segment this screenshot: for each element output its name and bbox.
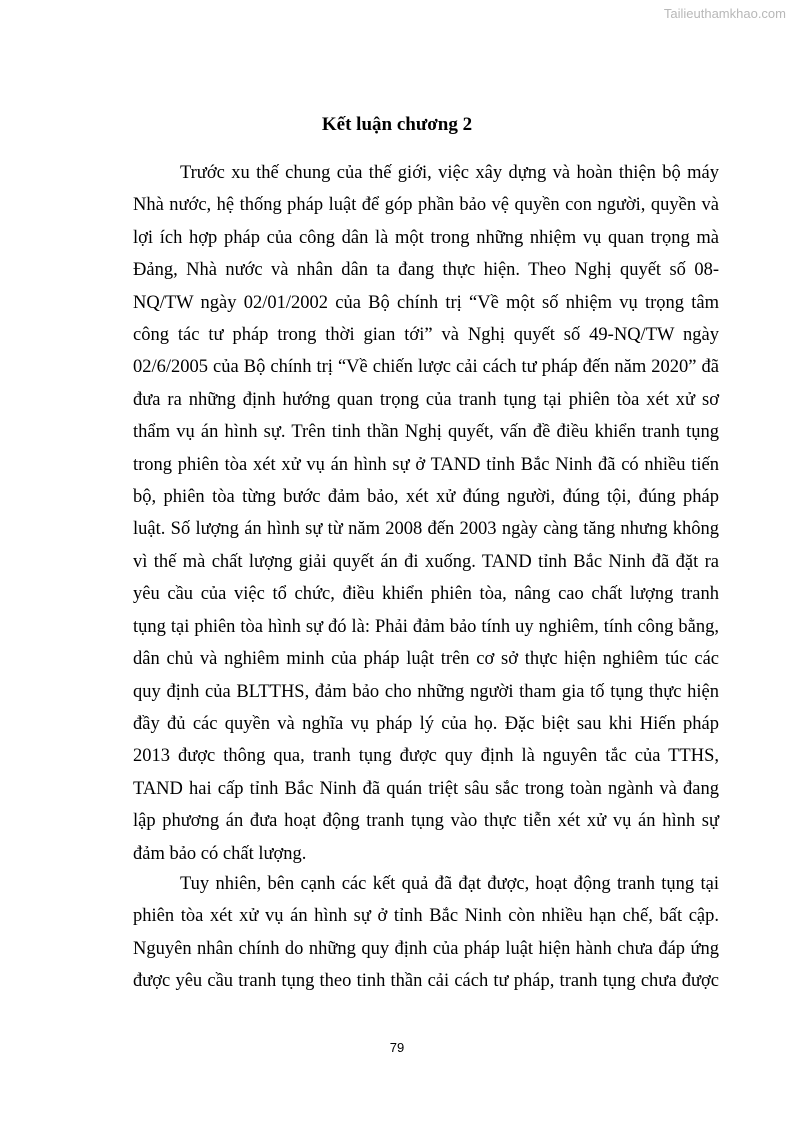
paragraph-line: quy định của BLTTHS, đảm bảo cho những người tham gia tố tụng thực hiện xyxy=(133,681,719,702)
paragraph-line: Trước xu thế chung của thế giới, việc xây dựng và hoàn thiện bộ máy xyxy=(180,163,719,183)
paragraph-line: luật. Số lượng án hình sự từ năm 2008 đến 2003 ngày càng tăng nhưng không xyxy=(133,519,719,540)
paragraph-line: đầy đủ các quyền và nghĩa vụ pháp lý của họ. Đặc biệt sau khi Hiến pháp xyxy=(133,713,719,734)
paragraph-line: 2013 được thông qua, tranh tụng được quy định là nguyên tắc của TTHS, xyxy=(133,746,719,767)
paragraph-line: bộ, phiên tòa từng bước đảm bảo, xét xử đúng người, đúng tội, đúng pháp xyxy=(133,487,719,508)
paragraph-line: thẩm vụ án hình sự. Trên tinh thần Nghị quyết, vấn đề điều khiển tranh tụng xyxy=(133,422,719,443)
page-number: 79 xyxy=(389,1040,405,1055)
paragraph-line: lập phương án đưa hoạt động tranh tụng vào thực tiễn xét xử vụ án hình sự xyxy=(133,811,719,832)
paragraph-line: Nhà nước, hệ thống pháp luật để góp phần bảo vệ quyền con người, quyền và xyxy=(133,195,719,216)
paragraph-line: Tuy nhiên, bên cạnh các kết quả đã đạt được, hoạt động tranh tụng tại xyxy=(180,874,719,894)
paragraph-line: được yêu cầu tranh tụng theo tinh thần cải cách tư pháp, tranh tụng chưa được xyxy=(133,971,719,992)
paragraph-line: Nguyên nhân chính do những quy định của pháp luật hiện hành chưa đáp ứng xyxy=(133,938,719,959)
paragraph-line: trong phiên tòa xét xử vụ án hình sự ở TAND tỉnh Bắc Ninh đã có nhiều tiến xyxy=(133,454,719,475)
watermark-text: Tailieuthamkhao.com xyxy=(663,6,786,21)
paragraph-line: đưa ra những định hướng quan trọng của tranh tụng tại phiên tòa xét xử sơ xyxy=(133,389,719,410)
paragraph-line: phiên tòa xét xử vụ án hình sự ở tỉnh Bắc Ninh còn nhiều hạn chế, bất cập. xyxy=(133,906,719,927)
paragraph-line: yêu cầu của việc tổ chức, điều khiển phiên tòa, nâng cao chất lượng tranh xyxy=(133,584,719,605)
paragraph-line: đảm bảo có chất lượng. xyxy=(133,843,307,864)
paragraph-line: lợi ích hợp pháp của công dân là một trong những nhiệm vụ quan trọng mà xyxy=(133,227,719,248)
paragraph-line: dân chủ và nghiêm minh của pháp luật trên cơ sở thực hiện nghiêm túc các xyxy=(133,649,719,670)
chapter-conclusion-title: Kết luận chương 2 xyxy=(321,114,473,135)
paragraph-line: 02/6/2005 của Bộ chính trị “Về chiến lược cải cách tư pháp đến năm 2020” đã xyxy=(133,357,719,378)
paragraph-line: NQ/TW ngày 02/01/2002 của Bộ chính trị “Về một số nhiệm vụ trọng tâm xyxy=(133,292,719,313)
paragraph-2 xyxy=(133,868,719,998)
paragraph-line: tụng tại phiên tòa hình sự đó là: Phải đảm bảo tính uy nghiêm, tính công bằng, xyxy=(133,616,719,637)
paragraph-line: Đảng, Nhà nước và nhân dân ta đang thực hiện. Theo Nghị quyết số 08- xyxy=(133,260,719,281)
paragraph-line: công tác tư pháp trong thời gian tới” và Nghị quyết số 49-NQ/TW ngày xyxy=(133,325,719,346)
paragraph-line: vì thế mà chất lượng giải quyết án đi xuống. TAND tỉnh Bắc Ninh đã đặt ra xyxy=(133,551,719,572)
paragraph-1 xyxy=(133,157,719,870)
paragraph-line: TAND hai cấp tỉnh Bắc Ninh đã quán triệt sâu sắc trong toàn ngành và đang xyxy=(133,778,719,799)
